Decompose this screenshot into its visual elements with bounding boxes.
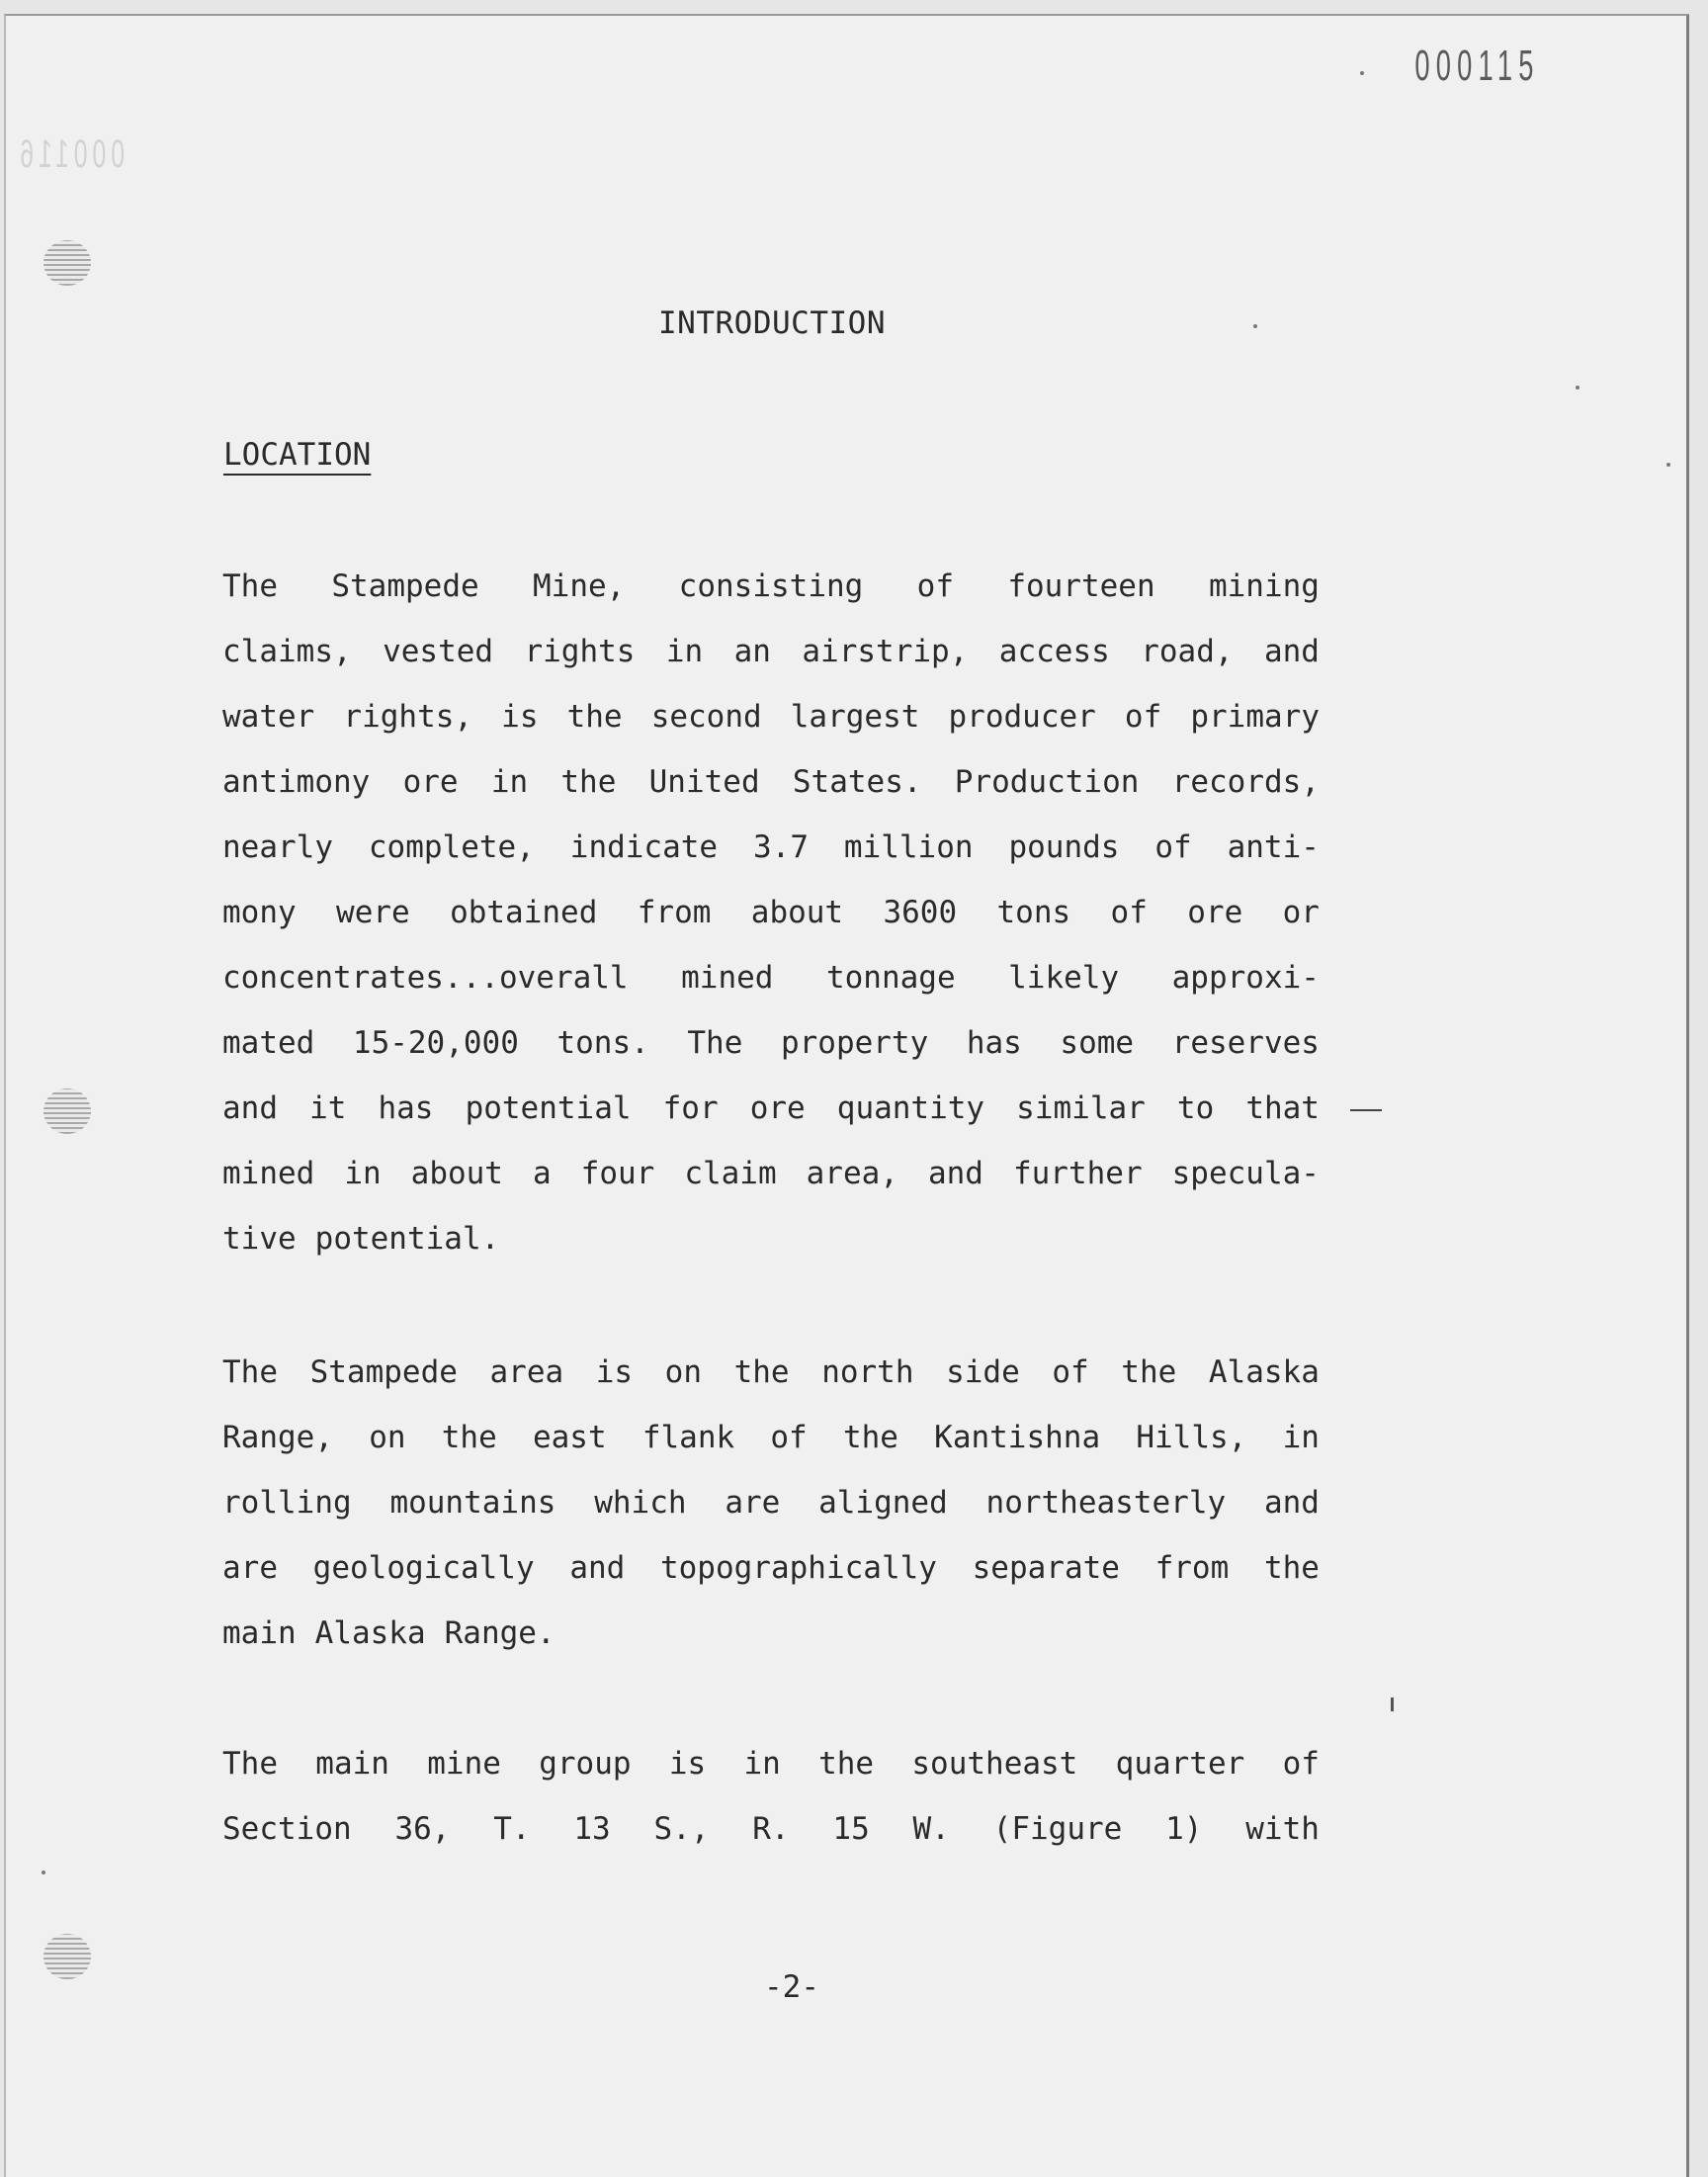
word: nearly xyxy=(222,829,333,865)
word: T. xyxy=(493,1811,531,1847)
word: about xyxy=(410,1156,503,1191)
word: some xyxy=(1060,1025,1135,1061)
word: consisting xyxy=(678,568,864,604)
word: complete, xyxy=(368,829,535,865)
word: of xyxy=(1154,829,1192,865)
text-line xyxy=(222,1478,1320,1543)
word: from xyxy=(637,895,712,930)
word: of xyxy=(770,1420,808,1455)
word: main xyxy=(222,1615,297,1651)
paragraph-main-mine-group xyxy=(222,1739,1320,1870)
word: tive xyxy=(222,1221,297,1257)
word: R. xyxy=(752,1811,790,1847)
word: tons xyxy=(996,895,1071,930)
word: Hills, xyxy=(1136,1420,1247,1455)
word: topographically xyxy=(659,1550,937,1586)
word: road, xyxy=(1141,634,1234,669)
word: flank xyxy=(641,1420,735,1455)
text-line xyxy=(222,1214,1320,1279)
word: geologically xyxy=(312,1550,535,1586)
scan-speck xyxy=(1576,386,1580,390)
word: obtained xyxy=(450,895,598,930)
word: is xyxy=(595,1354,634,1390)
word: and xyxy=(1263,634,1320,669)
word: Range. xyxy=(444,1615,555,1651)
word: Stampede xyxy=(309,1354,458,1390)
word: reserves xyxy=(1171,1025,1320,1061)
word: in xyxy=(665,634,704,669)
word: claim xyxy=(684,1156,777,1191)
word: and xyxy=(569,1550,626,1586)
word: east xyxy=(532,1420,607,1455)
word: W. xyxy=(912,1811,950,1847)
word: rights, xyxy=(343,699,473,735)
word: the xyxy=(818,1746,875,1782)
word: mated xyxy=(222,1025,315,1061)
word: are xyxy=(725,1485,781,1521)
word: likely xyxy=(1008,960,1120,996)
word: group xyxy=(539,1746,632,1782)
word: an xyxy=(733,634,771,669)
text-line xyxy=(222,627,1320,692)
word: (Figure xyxy=(992,1811,1123,1847)
punch-hole-icon xyxy=(43,1088,91,1134)
word: airstrip, xyxy=(802,634,969,669)
word: of xyxy=(1282,1746,1320,1782)
word: from xyxy=(1154,1550,1230,1586)
scan-speck xyxy=(1360,71,1364,75)
word: potential xyxy=(465,1090,632,1126)
word: of xyxy=(1110,895,1148,930)
word: anti- xyxy=(1227,829,1320,865)
word: 36, xyxy=(394,1811,451,1847)
word: it xyxy=(309,1090,347,1126)
word: the xyxy=(842,1420,898,1455)
bleed-through-stamp: 000116 xyxy=(15,132,125,176)
word: and xyxy=(222,1090,278,1126)
word: further xyxy=(1012,1156,1143,1191)
punch-hole-icon xyxy=(43,240,91,286)
section-heading: LOCATION xyxy=(223,437,372,473)
word: Alaska xyxy=(314,1615,426,1651)
word: north xyxy=(821,1354,914,1390)
text-line xyxy=(222,1543,1320,1609)
word: records, xyxy=(1171,764,1320,800)
word: mined xyxy=(681,960,774,996)
word: property xyxy=(780,1025,929,1061)
word: second xyxy=(650,699,762,735)
text-line xyxy=(222,562,1320,627)
word: ore xyxy=(1187,895,1243,930)
word: 15 xyxy=(832,1811,870,1847)
word: were xyxy=(336,895,410,930)
word: mountains xyxy=(389,1485,556,1521)
word: States. xyxy=(792,764,922,800)
word: about xyxy=(750,895,844,930)
word: 1) xyxy=(1165,1811,1203,1847)
word: rolling xyxy=(222,1485,352,1521)
word: on xyxy=(369,1420,406,1455)
text-line xyxy=(222,1348,1320,1413)
word: side xyxy=(946,1354,1020,1390)
paragraph-stampede-mine xyxy=(222,562,1320,1279)
text-line xyxy=(222,1609,1320,1674)
word: mining xyxy=(1208,568,1320,604)
text-line xyxy=(222,1018,1320,1084)
text-line xyxy=(222,888,1320,953)
word: a xyxy=(532,1156,552,1191)
word: claims, xyxy=(222,634,352,669)
word: separate xyxy=(972,1550,1120,1586)
word: 15-20,000 xyxy=(352,1025,519,1061)
word: ore xyxy=(749,1090,806,1126)
word: and xyxy=(1263,1485,1320,1521)
word: The xyxy=(687,1025,743,1061)
word: in xyxy=(1282,1420,1320,1455)
word: main xyxy=(315,1746,389,1782)
word: potential. xyxy=(314,1221,500,1257)
word: The xyxy=(222,568,278,604)
word: Mine, xyxy=(533,568,626,604)
text-line xyxy=(222,1084,1320,1149)
word: has xyxy=(966,1025,1022,1061)
word: area xyxy=(489,1354,564,1390)
text-line xyxy=(222,692,1320,757)
word: that xyxy=(1245,1090,1320,1126)
word: in xyxy=(490,764,529,800)
word: northeasterly xyxy=(985,1485,1227,1521)
word: and xyxy=(927,1156,983,1191)
word: the xyxy=(1121,1354,1177,1390)
word: which xyxy=(594,1485,687,1521)
scan-speck xyxy=(42,1871,45,1874)
word: million xyxy=(843,829,974,865)
page-number: -2- xyxy=(764,1969,819,2005)
word: the xyxy=(566,699,623,735)
word: on xyxy=(664,1354,702,1390)
word: 13 xyxy=(573,1811,611,1847)
text-line xyxy=(222,823,1320,888)
text-line xyxy=(222,1413,1320,1478)
word: concentrates...overall xyxy=(222,960,629,996)
word: Range, xyxy=(222,1420,333,1455)
word: is xyxy=(501,699,539,735)
scan-speck xyxy=(1666,463,1670,467)
word: quarter xyxy=(1115,1746,1245,1782)
margin-tick-mark xyxy=(1391,1698,1394,1711)
word: pounds xyxy=(1008,829,1120,865)
word: primary xyxy=(1190,699,1320,735)
word: area, xyxy=(806,1156,898,1191)
word: the xyxy=(1263,1550,1320,1586)
word: mony xyxy=(222,895,297,930)
paragraph-stampede-area xyxy=(222,1348,1320,1674)
word: approxi- xyxy=(1171,960,1320,996)
word: antimony xyxy=(222,764,371,800)
word: the xyxy=(560,764,617,800)
word: specula- xyxy=(1171,1156,1320,1191)
margin-dash-mark xyxy=(1350,1109,1382,1111)
word: of xyxy=(916,568,954,604)
word: has xyxy=(378,1090,434,1126)
text-line xyxy=(222,1739,1320,1804)
word: fourteen xyxy=(1007,568,1155,604)
word: S., xyxy=(653,1811,710,1847)
word: tonnage xyxy=(825,960,956,996)
word: The xyxy=(222,1354,278,1390)
word: of xyxy=(1052,1354,1089,1390)
word: mine xyxy=(427,1746,501,1782)
word: vested xyxy=(383,634,494,669)
word: Kantishna xyxy=(934,1420,1101,1455)
word: four xyxy=(580,1156,655,1191)
word: access xyxy=(998,634,1110,669)
word: indicate xyxy=(569,829,719,865)
word: are xyxy=(222,1550,278,1586)
word: aligned xyxy=(818,1485,948,1521)
word: The xyxy=(222,1746,278,1782)
word: mined xyxy=(222,1156,315,1191)
word: Stampede xyxy=(331,568,479,604)
text-line xyxy=(222,1149,1320,1214)
page-title: INTRODUCTION xyxy=(658,305,886,341)
word: of xyxy=(1124,699,1162,735)
word: with xyxy=(1245,1811,1320,1847)
word: in xyxy=(743,1746,781,1782)
word: water xyxy=(222,699,315,735)
word: largest xyxy=(790,699,920,735)
word: Alaska xyxy=(1208,1354,1320,1390)
word: to xyxy=(1176,1090,1215,1126)
word: the xyxy=(733,1354,790,1390)
word: producer xyxy=(948,699,1096,735)
word: the xyxy=(441,1420,497,1455)
word: or xyxy=(1282,895,1320,930)
word: United xyxy=(648,764,760,800)
word: rights xyxy=(524,634,636,669)
word: quantity xyxy=(836,1090,985,1126)
word: ore xyxy=(402,764,459,800)
page-stamp: 000115 xyxy=(1414,42,1540,90)
word: southeast xyxy=(911,1746,1078,1782)
scan-speck xyxy=(1253,324,1257,328)
word: 3600 xyxy=(883,895,958,930)
word: 3.7 xyxy=(753,829,809,865)
document-page xyxy=(4,14,1689,2177)
text-line xyxy=(222,757,1320,823)
text-line xyxy=(222,1804,1320,1870)
word: Production xyxy=(954,764,1140,800)
word: Section xyxy=(222,1811,352,1847)
text-line xyxy=(222,953,1320,1018)
word: for xyxy=(662,1090,719,1126)
word: is xyxy=(668,1746,707,1782)
word: tons. xyxy=(556,1025,649,1061)
word: similar xyxy=(1016,1090,1146,1126)
word: in xyxy=(344,1156,382,1191)
